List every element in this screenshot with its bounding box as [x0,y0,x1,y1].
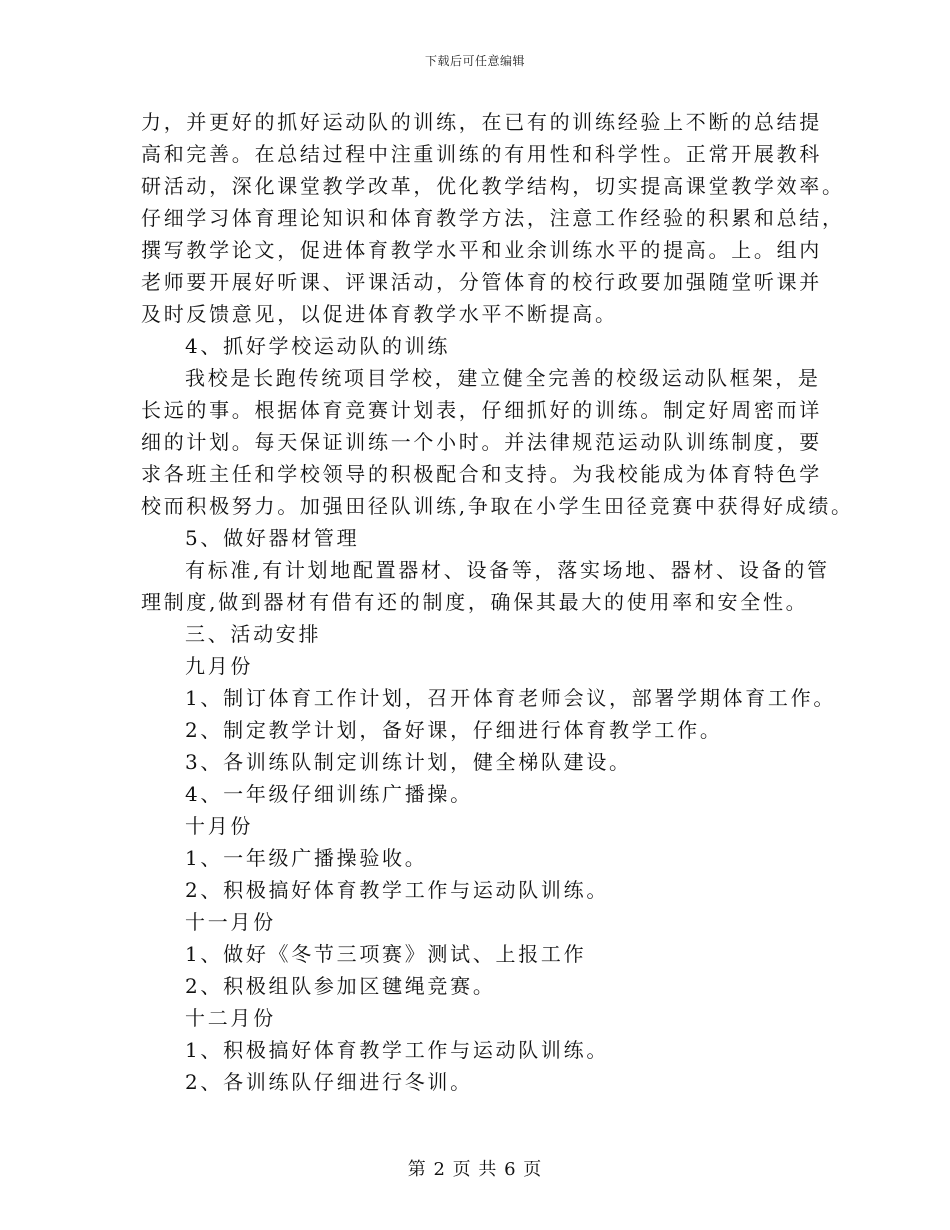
text-line: 校而积极努力。加强田径队训练,争取在小学生田径竞赛中获得好成绩。 [141,494,854,518]
text-line: 十月份 [185,814,254,838]
text-line: 求各班主任和学校领导的积极配合和支持。为我校能成为体育特色学 [141,462,822,486]
text-line: 十一月份 [185,910,276,934]
text-line: 九月份 [185,654,254,678]
text-line: 4、抓好学校运动队的训练 [185,334,451,358]
text-line: 1、积极搞好体育教学工作与运动队训练。 [185,1038,610,1062]
text-line: 老师要开展好听课、评课活动，分管体育的校行政要加强随堂听课并 [141,270,822,294]
text-line: 4、一年级仔细训练广播操。 [185,782,473,806]
text-line: 十二月份 [185,1006,276,1030]
page-footer: 第 2 页 共 6 页 [407,1159,543,1180]
text-line: 高和完善。在总结过程中注重训练的有用性和科学性。正常开展教科 [141,142,822,166]
text-line: 细的计划。每天保证训练一个小时。并法律规范运动队训练制度，要 [141,430,822,454]
text-line: 2、积极搞好体育教学工作与运动队训练。 [185,878,610,902]
text-line: 5、做好器材管理 [185,526,360,550]
text-line: 2、积极组队参加区毽绳竞赛。 [185,974,496,998]
text-line: 力，并更好的抓好运动队的训练，在已有的训练经验上不断的总结提 [141,110,822,134]
text-line: 长远的事。根据体育竞赛计划表，仔细抓好的训练。制定好周密而详 [141,398,822,422]
text-line: 及时反馈意见，以促进体育教学水平不断提高。 [141,302,618,326]
text-line: 研活动，深化课堂教学改革，优化教学结构，切实提高课堂教学效率。 [141,174,845,198]
text-line: 有标准,有计划地配置器材、设备等，落实场地、器材、设备的管 [185,558,830,582]
text-line: 撰写教学论文，促进体育教学水平和业余训练水平的提高。上。组内 [141,238,822,262]
text-line: 2、各训练队仔细进行冬训。 [185,1070,473,1094]
document-body [141,106,854,1098]
text-line: 仔细学习体育理论知识和体育教学方法，注意工作经验的积累和总结， [141,206,845,230]
page-header: 下载后可任意编辑 [424,54,525,68]
text-line: 1、做好《冬节三项赛》测试、上报工作 [185,942,587,966]
text-line: 2、制定教学计划，备好课，仔细进行体育教学工作。 [185,718,723,742]
text-line: 三、活动安排 [185,622,322,646]
text-line: 1、一年级广播操验收。 [185,846,428,870]
text-line: 理制度,做到器材有借有还的制度，确保其最大的使用率和安全性。 [141,590,809,614]
text-line: 3、各训练队制定训练计划，健全梯队建设。 [185,750,632,774]
text-line: 我校是长跑传统项目学校，建立健全完善的校级运动队框架，是 [185,366,821,390]
text-line: 1、制订体育工作计划，召开体育老师会议，部署学期体育工作。 [185,686,837,710]
